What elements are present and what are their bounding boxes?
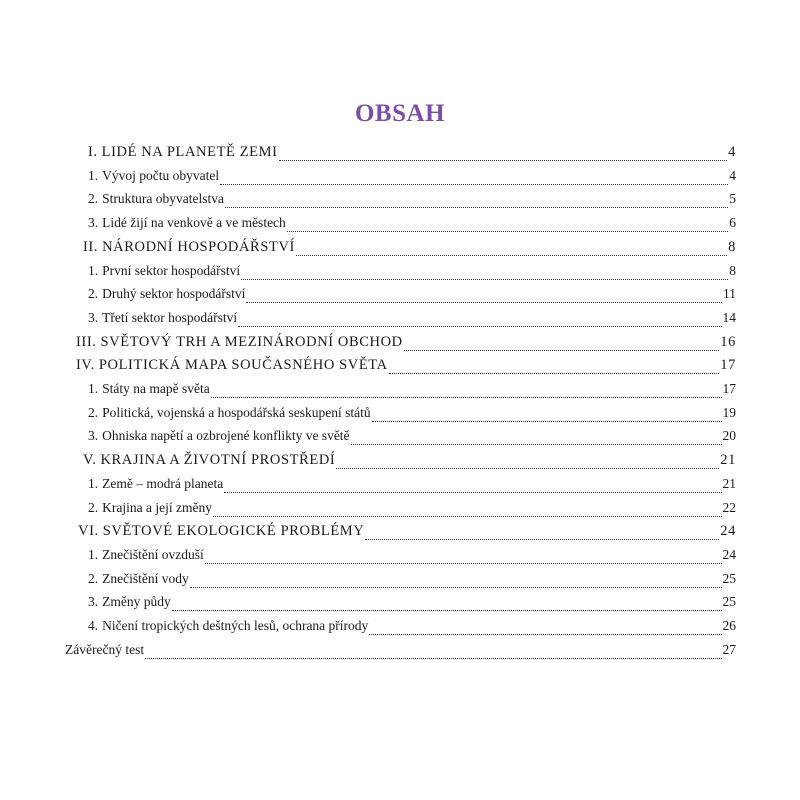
toc-entry-number: 1.: [88, 381, 99, 396]
toc-entry-label: [76, 334, 403, 351]
toc-entry-label: [78, 523, 364, 540]
dot-leader: [372, 420, 722, 422]
toc-chapter-entry: [76, 357, 736, 379]
toc-entry-number: 3.: [88, 309, 99, 325]
dot-leader: [238, 325, 721, 327]
toc-entry-text: Druhý sektor hospodářství: [102, 286, 246, 302]
toc-entry-text: POLITICKÁ MAPA SOUČASNÉHO SVĚTA: [98, 357, 388, 374]
dot-leader: [190, 586, 722, 588]
toc-entry-number: 1.: [88, 546, 99, 562]
toc-entry-number: 2.: [88, 570, 99, 586]
toc-entry-text: Krajina a její změny: [102, 499, 212, 515]
toc-entry-number: VI.: [78, 523, 99, 540]
toc-page-number: 14: [722, 309, 736, 325]
dot-leader: [224, 491, 721, 493]
toc-entry-number: 3.: [88, 215, 99, 231]
toc-entry-label: [88, 286, 245, 302]
toc-section-entry: [88, 547, 736, 569]
toc-entry-text: SVĚTOVÉ EKOLOGICKÉ PROBLÉMY: [102, 523, 365, 540]
toc-entry-label: [88, 405, 371, 421]
toc-entry-number: 1.: [88, 167, 99, 183]
page-title: OBSAH: [354, 100, 446, 127]
toc-entry-number: II.: [83, 238, 99, 255]
toc-section-entry: [88, 310, 736, 332]
toc-chapter-entry: [76, 334, 736, 356]
toc-entry-number: IV.: [76, 357, 95, 374]
toc-section-entry: [88, 594, 736, 616]
toc-entry-label: [65, 642, 144, 658]
toc-entry-text: Státy na mapě světa: [102, 381, 210, 396]
toc-section-entry: [88, 263, 736, 285]
toc-entry-label: [76, 357, 388, 374]
toc-entry-number: V.: [83, 452, 97, 469]
toc-chapter-entry: [83, 452, 736, 474]
toc-section-entry: [88, 405, 736, 427]
toc-page-number: 25: [722, 594, 736, 610]
dot-leader: [213, 515, 722, 517]
dot-leader: [220, 183, 728, 185]
toc-entry-text: Ničení tropických deštných lesů, ochrana přírody: [102, 618, 369, 633]
dot-leader: [211, 396, 722, 398]
toc-page-number: 25: [722, 570, 736, 586]
toc-entry-label: [88, 500, 212, 516]
toc-entry-text: Vývoj počtu obyvatel: [102, 167, 220, 183]
toc-entry-number: I.: [88, 144, 98, 160]
toc-entry-text: Země – modrá planeta: [102, 475, 224, 491]
toc-section-entry: [88, 168, 736, 190]
toc-page-number: 8: [728, 238, 736, 255]
toc-entry-number: III.: [76, 333, 97, 350]
toc-page-number: 21: [720, 452, 736, 469]
toc-entry-text: První sektor hospodářství: [102, 262, 241, 278]
toc-entry-number: 2.: [88, 286, 99, 302]
toc-entry-number: 3.: [88, 428, 99, 444]
dot-leader: [241, 278, 728, 280]
toc-entry-text: KRAJINA A ŽIVOTNÍ PROSTŘEDÍ: [100, 452, 336, 469]
toc-page-number: 24: [720, 523, 736, 540]
toc-entry-label: [88, 547, 204, 563]
toc-entry-text: Lidé žijí na venkově a ve městech: [102, 215, 286, 231]
toc-entry-label: [88, 191, 224, 207]
toc-section-entry: [88, 381, 736, 403]
dot-leader: [389, 372, 720, 374]
toc-page-number: 4: [728, 144, 736, 160]
toc-entry-number: 2.: [88, 499, 99, 515]
dot-leader: [351, 443, 722, 445]
toc-entry-text: Struktura obyvatelstva: [102, 191, 224, 207]
toc-entry-text: Změny půdy: [102, 594, 171, 610]
toc-chapter-entry: [88, 144, 736, 166]
toc-page-number: 24: [722, 546, 736, 562]
toc-entry-text: SVĚTOVÝ TRH A MEZINÁRODNÍ OBCHOD: [100, 333, 403, 350]
toc-entry-number: 3.: [88, 594, 99, 610]
toc-entry-label: [83, 452, 335, 469]
toc-page-number: 21: [722, 475, 736, 491]
toc-section-entry: [88, 191, 736, 213]
toc-page-number: 4: [729, 167, 736, 183]
toc-page-number: 8: [729, 262, 736, 278]
toc-section-entry: [88, 286, 736, 308]
toc-final-entry: [65, 642, 736, 664]
toc-entry-label: [88, 428, 350, 444]
toc-entry-label: [88, 381, 210, 397]
toc-entry-label: [88, 215, 286, 231]
toc-section-entry: [88, 428, 736, 450]
dot-leader: [205, 562, 722, 564]
toc-page-number: 27: [722, 641, 736, 657]
dot-leader: [145, 657, 721, 659]
toc-entry-label: [88, 168, 219, 184]
dot-leader: [279, 159, 728, 161]
toc-entry-text: NÁRODNÍ HOSPODÁŘSTVÍ: [102, 238, 295, 255]
toc-entry-label: [88, 594, 171, 610]
toc-entry-label: [88, 263, 240, 279]
toc-entry-label: [88, 310, 237, 326]
toc-entry-number: 4.: [88, 618, 99, 633]
dot-leader: [369, 633, 721, 635]
toc-entry-text: Ohniska napětí a ozbrojené konflikty ve světě: [102, 428, 350, 444]
toc-page-number: 17: [720, 357, 736, 374]
toc-entry-label: [83, 239, 295, 256]
toc-entry-text: Závěrečný test: [65, 641, 145, 657]
toc-entry-number: 2.: [88, 191, 99, 207]
toc-entry-number: 2.: [88, 404, 99, 420]
toc-section-entry: [88, 618, 736, 640]
toc-page-number: 6: [729, 215, 736, 231]
toc-entry-text: Politická, vojenská a hospodářská seskupení států: [102, 404, 371, 420]
toc-entry-number: 1.: [88, 475, 99, 491]
toc-entry-text: Třetí sektor hospodářství: [102, 309, 238, 325]
toc-entry-text: Znečištění vody: [102, 570, 189, 586]
toc-entry-label: [88, 144, 278, 161]
toc-entry-label: [88, 571, 189, 587]
dot-leader: [225, 206, 728, 208]
toc-entry-text: Znečištění ovzduší: [102, 546, 204, 562]
dot-leader: [296, 254, 727, 256]
toc-chapter-entry: [83, 239, 736, 261]
toc-entry-text: LIDÉ NA PLANETĚ ZEMI: [101, 144, 278, 160]
toc-entry-number: 1.: [88, 262, 99, 278]
dot-leader: [404, 349, 720, 351]
dot-leader: [172, 609, 722, 611]
toc-page-number: 11: [723, 286, 736, 302]
toc-chapter-entry: [78, 523, 736, 545]
toc-page-number: 17: [722, 381, 736, 396]
toc-page-number: 19: [722, 404, 736, 420]
toc-page-number: 5: [729, 191, 736, 207]
toc-page-number: 22: [722, 499, 736, 515]
toc-section-entry: [88, 500, 736, 522]
toc-section-entry: [88, 476, 736, 498]
dot-leader: [336, 467, 719, 469]
toc-page-number: 20: [722, 428, 736, 444]
toc-page-number: 16: [720, 333, 736, 350]
toc-entry-label: [88, 476, 223, 492]
dot-leader: [365, 538, 719, 540]
dot-leader: [287, 230, 728, 232]
toc-section-entry: [88, 215, 736, 237]
dot-leader: [246, 301, 722, 303]
toc-section-entry: [88, 571, 736, 593]
toc-page-number: 26: [722, 618, 736, 633]
toc-entry-label: [88, 618, 368, 634]
